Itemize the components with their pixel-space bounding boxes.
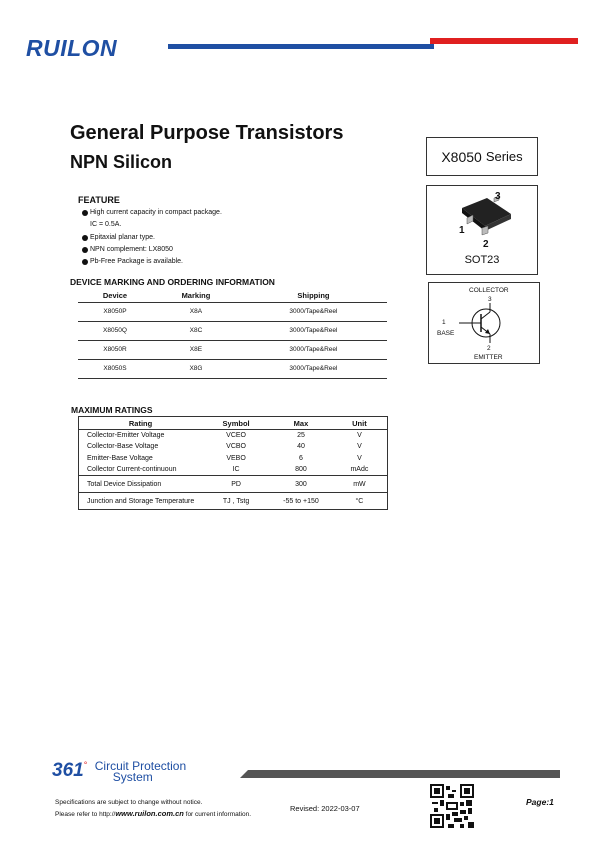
table-cell: TJ , Tstg [202, 493, 270, 510]
collector-label: COLLECTOR [469, 287, 509, 294]
footer-logo-degree: ° [83, 760, 88, 770]
header-red-bar [430, 38, 578, 44]
table-cell: 3000/Tape&Reel [240, 340, 387, 359]
table-row [79, 453, 388, 465]
table-cell: mAdc [350, 466, 369, 473]
pin-3-label: 3 [495, 191, 501, 202]
table-cell: 40 [297, 443, 305, 451]
table-header-row [79, 417, 388, 430]
table-cell: V [357, 454, 362, 462]
table-cell: 800 [295, 466, 307, 473]
list-item: IC = 0.5A. [90, 221, 122, 229]
table-cell: VCBO [226, 443, 246, 451]
page-number: Page:1 [526, 797, 554, 807]
table-cell: 25 [297, 432, 305, 439]
table-header: Rating [79, 417, 203, 430]
table-header: Marking [152, 289, 240, 302]
table-cell: Total Device Dissipation [79, 476, 203, 493]
footer-logo-number: 361 [52, 760, 84, 781]
bullet-icon [82, 247, 88, 253]
footer-bar [240, 770, 560, 778]
table-header: Shipping [240, 289, 387, 302]
table-cell: 3000/Tape&Reel [240, 302, 387, 321]
table-cell: 300 [270, 476, 332, 493]
table-cell: mW [332, 476, 388, 493]
footer-logo [52, 760, 186, 783]
page-title: General Purpose Transistors [70, 122, 344, 144]
feature-list [82, 207, 222, 268]
bullet-icon [82, 235, 88, 241]
spec-notice: Specifications are subject to change without notice. [55, 799, 203, 806]
header-blue-bar [168, 44, 434, 49]
table-cell: X8050R [78, 340, 152, 359]
website-link[interactable]: www.ruilon.com.cn [115, 809, 184, 818]
table-cell: X8050S [78, 359, 152, 378]
footer-logo-text: Circuit Protection System [94, 758, 187, 784]
table-cell: Collector-Base Voltage [87, 443, 159, 451]
base-label: BASE [437, 330, 455, 337]
table-row [79, 476, 388, 493]
bullet-icon [82, 210, 88, 216]
table-cell: V [357, 443, 362, 451]
ratings-heading: MAXIMUM RATINGS [71, 405, 153, 415]
table-cell: Collector Current-continuoun [87, 466, 177, 473]
table-cell: X8E [152, 340, 240, 359]
table-cell: Junction and Storage Temperature [79, 493, 203, 510]
marking-table [78, 289, 387, 379]
table-cell: Emitter-Base Voltage [87, 454, 153, 462]
table-row [79, 430, 388, 442]
table-cell: -55 to +150 [270, 493, 332, 510]
series-box [426, 137, 538, 176]
table-header: Max [270, 417, 332, 430]
table-row [78, 302, 387, 321]
npn-transistor-icon [429, 283, 541, 365]
emitter-label: EMITTER [474, 354, 503, 361]
package-box [426, 185, 538, 275]
table-header-row [78, 289, 387, 302]
table-row [78, 359, 387, 378]
page-subtitle: NPN Silicon [70, 152, 173, 172]
table-cell: 3000/Tape&Reel [240, 321, 387, 340]
table-row [78, 340, 387, 359]
table-cell: °C [332, 493, 388, 510]
table-cell: VCEO [226, 432, 246, 439]
ruilon-logo: RUILON [26, 35, 118, 61]
table-cell: X8A [152, 302, 240, 321]
revised-date: Revised: 2022-03-07 [290, 804, 360, 813]
table-cell: X8G [152, 359, 240, 378]
list-item: NPN complement: LX8050 [82, 244, 222, 256]
table-row [79, 464, 388, 476]
table-header: Device [78, 289, 152, 302]
series-name: X8050 [441, 148, 482, 165]
table-cell: VEBO [226, 454, 246, 462]
package-label: SOT23 [464, 254, 500, 266]
feature-heading: FEATURE [78, 195, 120, 205]
table-row [78, 321, 387, 340]
table-cell: X8C [152, 321, 240, 340]
collector-pin: 3 [488, 296, 492, 303]
table-cell: 6 [299, 454, 303, 462]
table-header: Unit [332, 417, 388, 430]
table-cell: IC [232, 466, 240, 473]
table-cell: X8050Q [78, 321, 152, 340]
table-header: Symbol [202, 417, 270, 430]
list-item: Pb-Free Package is available. [82, 256, 222, 268]
pin-2-label: 2 [483, 239, 489, 250]
table-cell: PD [202, 476, 270, 493]
table-cell: 3000/Tape&Reel [240, 359, 387, 378]
list-item: High current capacity in compact package. [82, 207, 222, 219]
schematic-box [428, 282, 540, 364]
bullet-icon [82, 259, 88, 265]
table-cell: V [357, 432, 362, 439]
marking-heading: DEVICE MARKING AND ORDERING INFORMATION [70, 277, 275, 287]
pin-1-label: 1 [459, 225, 465, 236]
list-item: Epitaxial planar type. [82, 232, 222, 244]
series-suffix: Series [485, 149, 523, 164]
table-cell: Collector-Emitter Voltage [87, 432, 165, 439]
ratings-table [78, 416, 388, 510]
emitter-pin: 2 [487, 345, 491, 352]
table-row [79, 493, 388, 510]
table-row [79, 441, 388, 453]
qr-code-icon [430, 784, 474, 828]
spec-refer: Please refer to http://www.ruilon.com.cn for current information. [55, 809, 252, 818]
table-cell: X8050P [78, 302, 152, 321]
base-pin: 1 [442, 319, 446, 326]
